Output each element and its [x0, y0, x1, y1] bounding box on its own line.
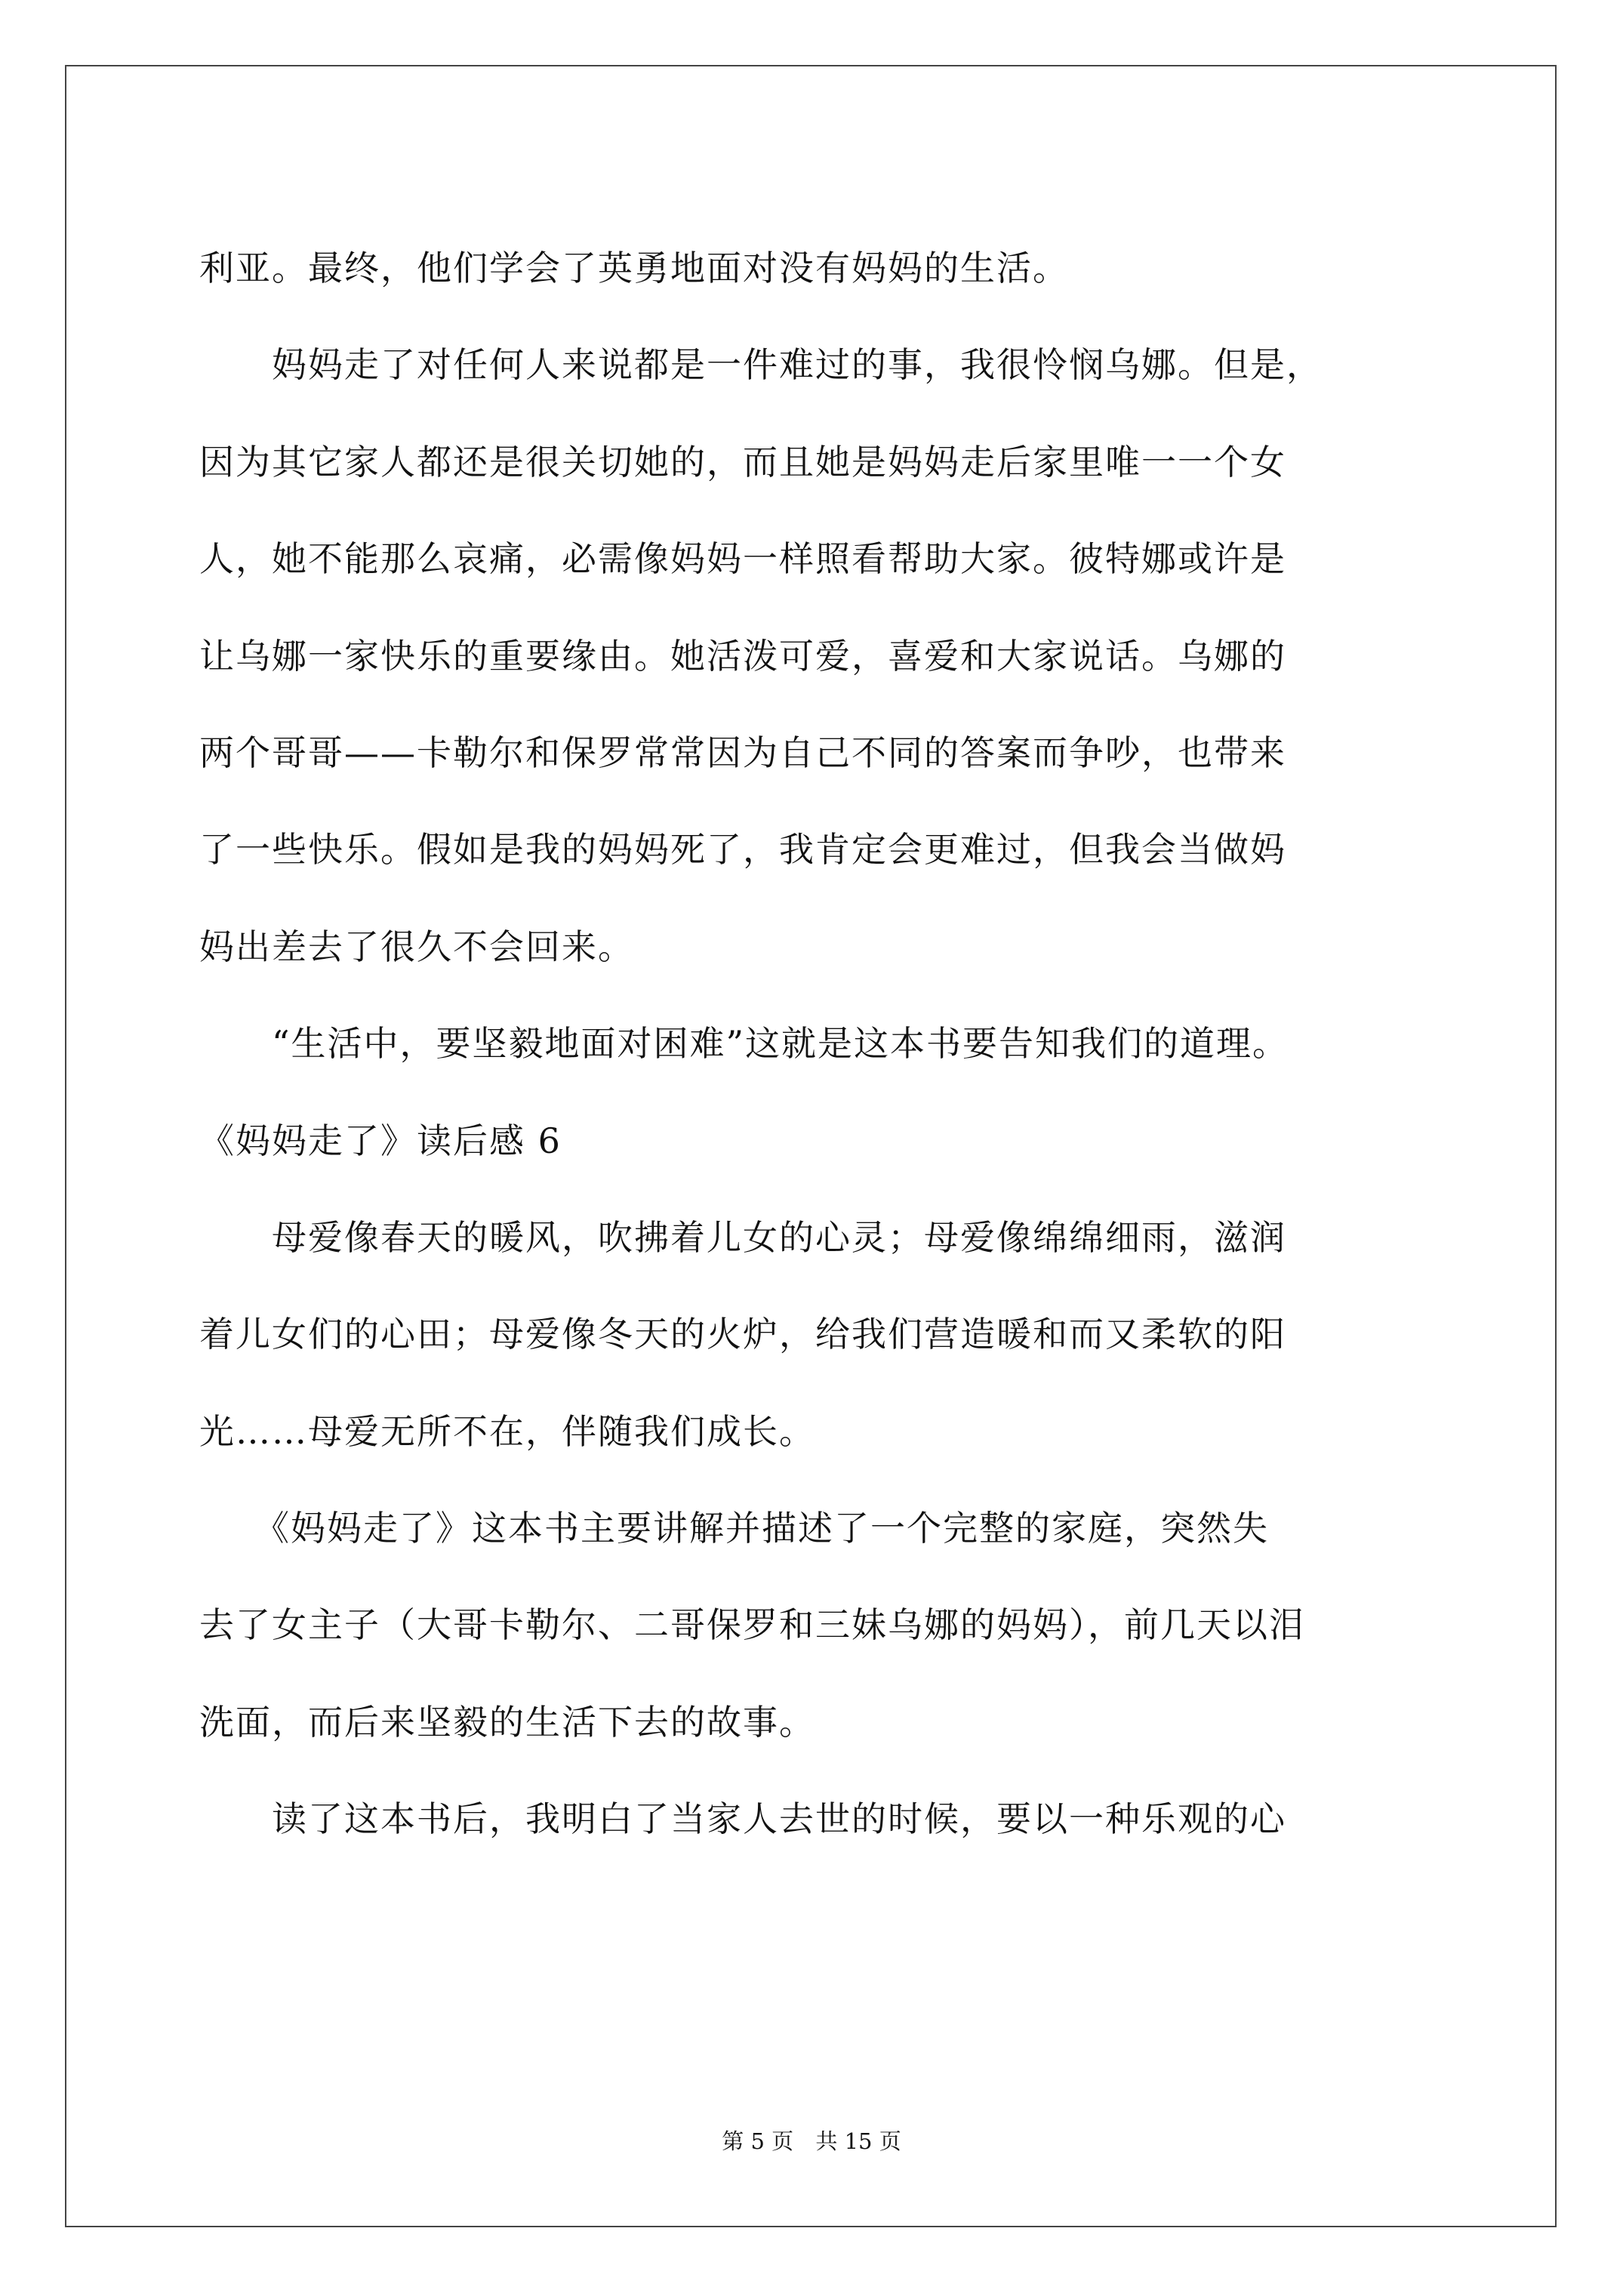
page-total: 共 15 页 — [815, 2128, 901, 2154]
text-line: 两个哥哥——卡勒尔和保罗常常因为自己不同的答案而争吵，也带来 — [199, 732, 1286, 773]
text-line: 让乌娜一家快乐的重要缘由。她活泼可爱，喜爱和大家说话。乌娜的 — [199, 635, 1286, 676]
text-line: 着儿女们的心田；母爱像冬天的火炉，给我们营造暖和而又柔软的阳 — [199, 1314, 1286, 1355]
text-line: 洗面，而后来坚毅的生活下去的故事。 — [199, 1701, 815, 1743]
text-line: 去了女主子（大哥卡勒尔、二哥保罗和三妹乌娜的妈妈），前几天以泪 — [199, 1604, 1305, 1646]
page-footer — [0, 2125, 1623, 2156]
text-line: 因为其它家人都还是很关切她的，而且她是妈妈走后家里唯一一个女 — [199, 441, 1286, 482]
text-line: 光……母爱无所不在，伴随我们成长。 — [199, 1410, 815, 1452]
text-line: 读了这本书后，我明白了当家人去世的时候，要以一种乐观的心 — [199, 1798, 1286, 1840]
document-body — [199, 220, 1437, 1868]
text-line: 人，她不能那么哀痛，必需像妈妈一样照看帮助大家。彼特娜或许是 — [199, 538, 1286, 580]
text-line: “生活中，要坚毅地面对困难”这就是这本书要告知我们的道理。 — [199, 1023, 1289, 1065]
text-line: 利亚。最终，他们学会了英勇地面对没有妈妈的生活。 — [199, 248, 1069, 288]
section-heading: 《妈妈走了》读后感 6 — [199, 1120, 562, 1161]
text-line: 妈出差去了很久不会回来。 — [199, 926, 634, 967]
text-line: 妈妈走了对任何人来说都是一件难过的事，我很怜悯乌娜。但是， — [199, 344, 1323, 386]
text-line: 《妈妈走了》这本书主要讲解并描述了一个完整的家庭，突然失 — [199, 1508, 1269, 1549]
text-line: 了一些快乐。假如是我的妈妈死了，我肯定会更难过，但我会当做妈 — [199, 829, 1286, 871]
page-number: 第 5 页 — [722, 2128, 794, 2154]
text-line: 母爱像春天的暖风，吹拂着儿女的心灵；母爱像绵绵细雨，滋润 — [199, 1216, 1286, 1258]
